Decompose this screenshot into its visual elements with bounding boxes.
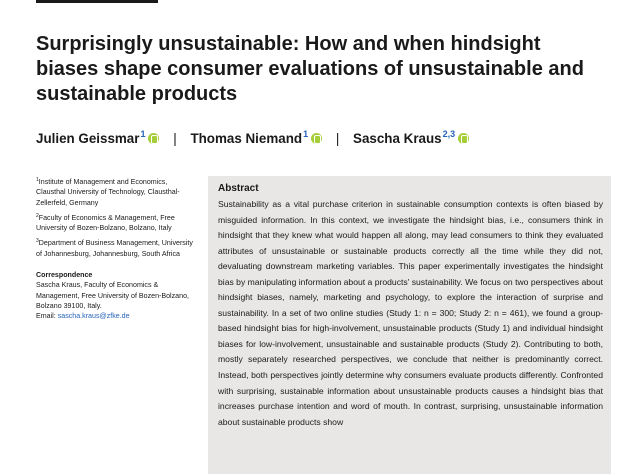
affiliation-marker: 1 [36, 177, 39, 183]
abstract-box [208, 176, 611, 474]
correspondence-text: Sascha Kraus, Faculty of Economics & Management, Free University of Bozen-Bolzano, Bolzano 39100, Italy. [36, 281, 189, 310]
author-list [36, 129, 596, 146]
author-affiliation-marker[interactable]: 1 [140, 129, 146, 139]
orcid-icon[interactable] [311, 133, 322, 144]
journal-header-rule [36, 0, 158, 3]
author-separator: | [335, 131, 340, 146]
email-label: Email: [36, 312, 56, 321]
author-affiliation-marker[interactable]: 1 [303, 129, 309, 139]
affiliations-panel [36, 175, 194, 322]
author-name[interactable]: Thomas Niemand [190, 131, 303, 146]
author-separator: | [173, 131, 177, 146]
affiliation-text: Faculty of Economics & Management, Free University of Bozen-Bolzano, Bolzano, Italy [36, 213, 175, 233]
affiliation-text: Institute of Management and Economics, Clausthal University of Technology, Clausthal-Zellerfeld, Germany [36, 178, 180, 207]
author-name[interactable]: Julien Geissmar [36, 131, 140, 146]
abstract-text: Sustainability as a vital purchase criterion in sustainable consumption contexts is often biased by misguided information. In this context, we investigate the hindsight bias, i.e., consumers think in hindsight that they knew what would happen all along, may lead consumers to think they evaluated attributes of unsustainable or sustainable products correctly all the time while they did not, devaluating downstream marketing variables. This paper experimentally investigates the hindsight bias by manipulating information about a products' sustainability. We focus on two perspectives about hindsight biases, namely, marketing and psychology, to explore the interaction of surprise and sustainability. In a set of two online studies (Study 1: n = 300; Study 2: n = 461), we found a group-based hindsight bias for high-involvement, unsustainable products (Study 1) and individual hindsight biases for low-involvement, unsustainable and sustainable products (Study 2). Contributing to both, mostly separately researched perspectives, we conclude that neither is predominantly correct. Instead, both perspectives jointly determine why consumers evaluate products differently. Confronted with surprising, sustainable information about unsustainable products causes a hindsight bias that increases purchase intention and word of mouth. In contrast, surprising, unsustainable information about sustainable products show [218, 199, 603, 427]
affiliation-marker: 3 [36, 238, 39, 245]
paper-title: Surprisingly unsustainable: How and when hindsight biases shape consumer evaluations of unsustainable and sustainable products [36, 33, 584, 105]
affiliation-text: Department of Business Management, University of Johannesburg, Johannesburg, South Africa [36, 239, 193, 258]
author-name[interactable]: Sascha Kraus [353, 131, 442, 146]
email-link[interactable]: sascha.kraus@zfke.de [57, 312, 130, 321]
correspondence-heading: Correspondence [36, 271, 93, 280]
author-affiliation-marker[interactable]: 2,3 [442, 129, 456, 139]
affiliation [36, 175, 194, 208]
affiliation [36, 236, 194, 259]
correspondence-email-line [36, 311, 194, 321]
orcid-icon[interactable] [148, 133, 159, 144]
affiliation [36, 211, 194, 234]
affiliation-marker: 2 [36, 212, 39, 219]
abstract-heading: Abstract [218, 183, 259, 194]
orcid-icon[interactable] [458, 133, 469, 144]
